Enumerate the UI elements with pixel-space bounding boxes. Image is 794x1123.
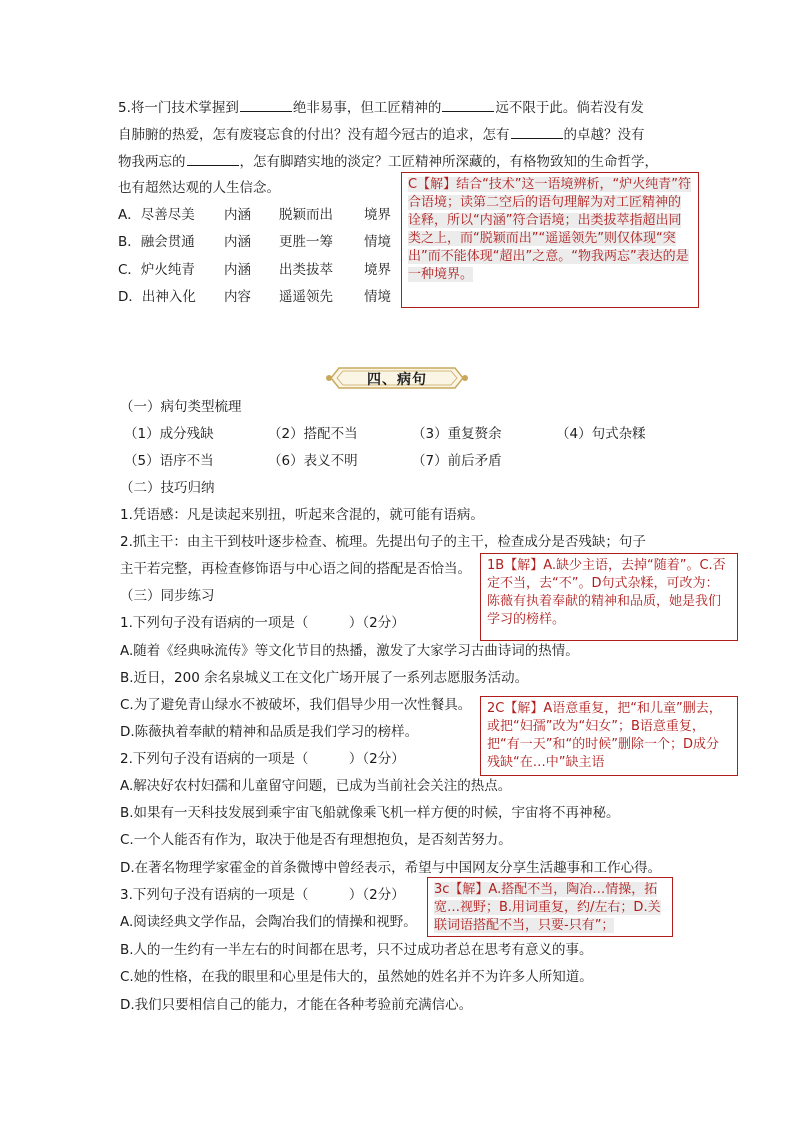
question-2-stem: 2.下列句子没有语病的一项是（ ）（2分） (120, 751, 405, 767)
option-text: 更胜一筹 (279, 234, 333, 250)
type-item: （5）语序不当 (124, 453, 214, 469)
q5-line-2 (118, 124, 645, 145)
option-text: 境界 (364, 207, 391, 223)
question-1-option: B.近日，200 余名泉城义工在文化广场开展了一系列志愿服务活动。 (120, 670, 529, 686)
tip-1: 1.凭语感：凡是读起来别扭，听起来含混的，就可能有语病。 (120, 507, 484, 523)
option-text: 出类拔萃 (279, 262, 333, 278)
option-text: 情境 (364, 289, 391, 305)
option-text: 情境 (364, 234, 391, 250)
tip-2-line-1: 2.抓主干：由主干到枝叶逐步检查、梳理。先提出句子的主干，检查成分是否残缺；句子 (120, 534, 646, 550)
q5-line-4: 也有超然达观的人生信念。 (118, 180, 280, 196)
blank-4 (187, 151, 239, 166)
q5-text: 绝非易事，但工匠精神的 (292, 100, 442, 116)
section-banner (325, 362, 469, 394)
q5-answer-box (401, 172, 699, 308)
q5-option-a (118, 205, 391, 225)
question-2-answer-box (480, 696, 738, 776)
question-2-option: C.一个人能否有作为，取决于他是否有理想抱负，是否刻苦努力。 (120, 832, 512, 848)
section-title: 四、病句 (367, 372, 427, 388)
q5-text: ，怎有脚踏实地的淡定？工匠精神所深藏的，有格物致知的生命哲学， (239, 154, 658, 170)
type-item: （2）搭配不当 (268, 426, 358, 442)
q5-text: 远不限于此。倘若没有发 (495, 100, 644, 116)
option-text: B．融会贯通 (118, 234, 195, 250)
question-1-answer-box (480, 553, 738, 641)
option-text: C．炉火纯青 (118, 262, 195, 278)
type-item: （3）重复赘余 (412, 426, 502, 442)
question-3-option: A.阅读经典文学作品，会陶冶我们的情操和视野。 (120, 914, 417, 930)
q5-option-b (118, 232, 391, 252)
option-text: 内涵 (224, 234, 251, 250)
tip-2-line-2: 主干若完整，再检查修饰语与中心语之间的搭配是否恰当。 (120, 561, 471, 577)
type-item: （6）表义不明 (268, 453, 358, 469)
subheading-types: （一）病句类型梳理 (120, 399, 242, 415)
option-text: A．尽善尽美 (118, 207, 195, 223)
question-1-option: D.陈薇执着奉献的精神和品质是我们学习的榜样。 (120, 724, 419, 740)
question-3-option: B.人的一生约有一半左右的时间都在思考，只不过成功者总在思考有意义的事。 (120, 942, 593, 958)
question-3-answer-box (427, 877, 673, 937)
question-3-option: C.她的性格，在我的眼里和心里是伟大的，虽然她的姓名并不为许多人所知道。 (120, 969, 593, 985)
question-1-stem: 1.下列句子没有语病的一项是（ ）（2分） (120, 615, 405, 631)
q5-option-d (118, 287, 391, 307)
question-1-option: C.为了避免青山绿水不被破坏，我们倡导少用一次性餐具。 (120, 697, 472, 713)
q5-line-3 (118, 151, 658, 172)
question-2-option: B.如果有一天科技发展到乘宇宙飞船就像乘飞机一样方便的时候，宇宙将不再神秘。 (120, 805, 620, 821)
option-text: 内容 (224, 289, 251, 305)
blank-2 (442, 97, 494, 112)
option-text: 脱颖而出 (279, 207, 333, 223)
q5-text: 自肺腑的热爱，怎有废寝忘食的付出？没有超今冠古的追求，怎有 (118, 127, 510, 143)
blank-3 (511, 124, 563, 139)
question-2-option: A.解决好农村妇孺和儿童留守问题，已成为当前社会关注的热点。 (120, 778, 512, 794)
answer-text: C【解】结合“技术”这一语境辨析，“炉火纯青”符合语境；读第二空后的语句理解为对工匠精神的诠释，所以“内涵”符合语境；出类拔萃指超出同类之上，而“脱颖而出”“遥遥领先”则仅体现“突出”而不能体现“超出”之意。“物我两忘”表达的是一种境界。 (408, 177, 692, 282)
answer-text: 2C【解】A语意重复，把“和儿童”删去，或把“妇孺”改为“妇女”；B语意重复，把“有一天”和“的时候”删除一个；D成分残缺“在…中”缺主语 (487, 701, 722, 770)
answer-text: 3c【解】A.搭配不当，陶冶…情操，拓宽…视野；B.用词重复，约/左右；D.关联词语搭配不当，只要-只有”； (434, 882, 661, 933)
question-1-option: A.随着《经典咏流传》等文化节目的热播，激发了大家学习古曲诗词的热情。 (120, 643, 579, 659)
option-text: D．出神入化 (118, 289, 196, 305)
question-3-stem: 3.下列句子没有语病的一项是（ ）（2分） (120, 887, 405, 903)
q5-text: 物我两忘的 (118, 154, 186, 170)
question-2-option: D.在著名物理学家霍金的首条微博中曾经表示，希望与中国网友分享生活趣事和工作心得。 (120, 860, 662, 876)
type-item: （1）成分残缺 (124, 426, 214, 442)
question-3-option: D.我们只要相信自己的能力，才能在各种考验前充满信心。 (120, 997, 473, 1013)
q5-text: 5.将一门技术掌握到 (118, 100, 239, 116)
option-text: 内涵 (224, 262, 251, 278)
type-item: （4）句式杂糅 (556, 426, 646, 442)
q5-text: 的卓越？没有 (563, 127, 645, 143)
q5-line-1 (118, 97, 644, 118)
q5-option-c (118, 260, 391, 280)
subheading-practice: （三）同步练习 (120, 588, 215, 604)
type-item: （7）前后矛盾 (412, 453, 502, 469)
option-text: 境界 (364, 262, 391, 278)
blank-1 (240, 97, 292, 112)
subheading-tips: （二）技巧归纳 (120, 480, 215, 496)
option-text: 遥遥领先 (279, 289, 333, 305)
option-text: 内涵 (224, 207, 251, 223)
answer-text: 1B【解】A.缺少主语，去掉“随着”。C.否定不当，去“不”。D句式杂糅，可改为：陈薇有执着奉献的精神和品质，她是我们学习的榜样。 (487, 558, 726, 627)
